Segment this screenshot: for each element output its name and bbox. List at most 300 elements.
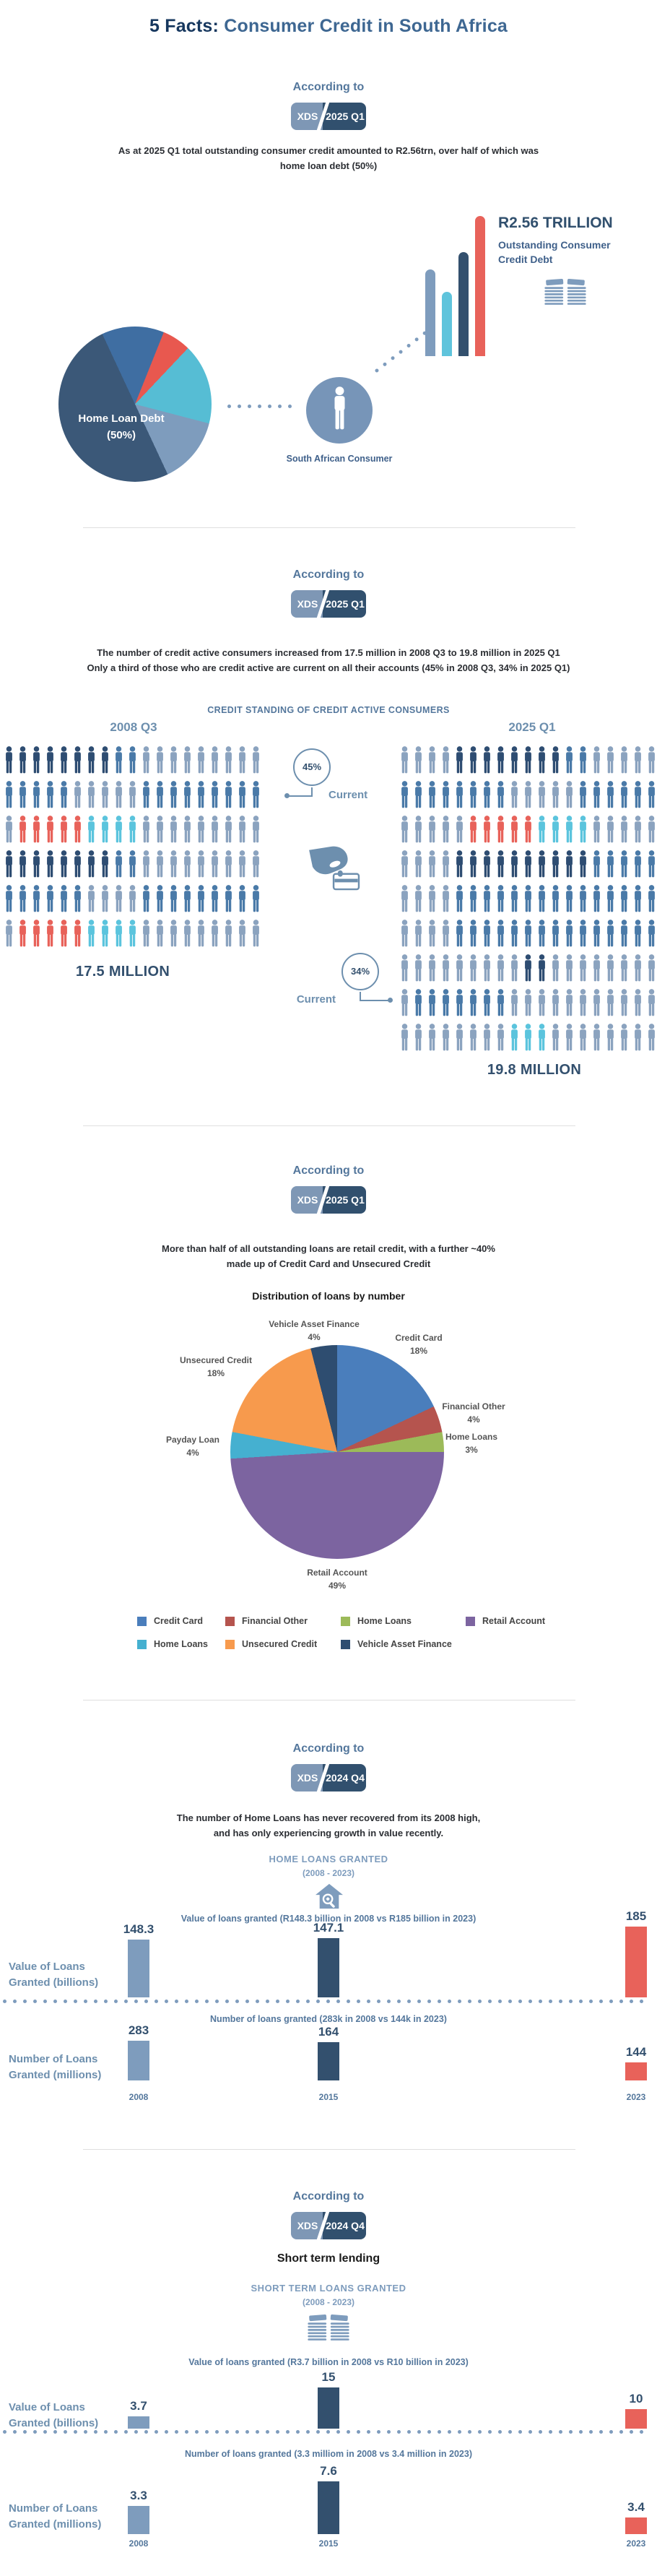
person-icon <box>71 779 84 811</box>
person-icon <box>426 917 438 950</box>
pie-slice-label <box>417 1430 526 1456</box>
banknotes-icon <box>543 276 588 310</box>
trillion-headline: R2.56 TRILLION <box>498 215 613 231</box>
dot <box>406 343 412 348</box>
person-icon <box>508 779 521 811</box>
person-icon <box>522 848 534 881</box>
according-to-label-2: According to <box>292 569 365 581</box>
dot <box>397 2430 401 2434</box>
pie-slice-label <box>419 1400 528 1426</box>
dot <box>134 2430 138 2434</box>
person-icon <box>481 952 493 985</box>
dot <box>549 2430 552 2434</box>
badge-xds-text: XDS <box>297 1194 318 1206</box>
badge-xds-text: XDS <box>297 2220 318 2231</box>
person-icon <box>99 779 111 811</box>
dot <box>448 2430 451 2434</box>
person-icon <box>426 848 438 881</box>
pie-slice-name: Home Loans <box>445 1432 497 1442</box>
dot <box>367 2430 370 2434</box>
stl-number-axis-line2: Granted (millions) <box>9 2517 102 2530</box>
pie-slice-name: Financial Other <box>442 1401 505 1412</box>
pie-slice-pct: 4% <box>308 1332 321 1342</box>
person-icon <box>495 987 507 1019</box>
person-icon <box>44 848 56 881</box>
person-icon <box>467 1021 479 1054</box>
source-badge-5 <box>0 2212 657 2243</box>
person-icon <box>195 744 207 777</box>
person-icon <box>549 987 562 1019</box>
person-icon <box>481 1021 493 1054</box>
person-icon <box>250 883 262 915</box>
dot <box>539 2430 542 2434</box>
dot <box>286 2430 290 2434</box>
xds-badge <box>291 2212 366 2239</box>
person-icon <box>195 779 207 811</box>
person-icon <box>426 883 438 915</box>
person-icon <box>536 917 548 950</box>
person-icon <box>167 848 180 881</box>
pictogram-row <box>399 917 657 950</box>
person-icon <box>577 779 589 811</box>
legend-swatch <box>225 1617 235 1626</box>
person-icon <box>99 848 111 881</box>
section-divider <box>83 2149 575 2150</box>
person-icon <box>495 1021 507 1054</box>
person-icon <box>250 779 262 811</box>
bar <box>625 2062 647 2080</box>
pictogram-row <box>399 987 657 1019</box>
total-2008: 17.5 MILLION <box>75 964 170 980</box>
total-2025: 19.8 MILLION <box>487 1062 582 1078</box>
legend-label: Home Loans <box>154 1639 209 1649</box>
consumer-label: South African Consumer <box>286 454 393 464</box>
person-icon <box>30 917 43 950</box>
current-label-2025: Current <box>296 993 336 1006</box>
pct-circle-45: 45% <box>293 748 331 786</box>
dot <box>227 405 231 408</box>
dot <box>23 2430 27 2434</box>
person-icon <box>44 813 56 846</box>
person-icon <box>440 813 452 846</box>
pct-circle-34: 34% <box>341 953 379 990</box>
person-icon <box>113 744 125 777</box>
dot <box>215 2430 219 2434</box>
person-icon <box>495 779 507 811</box>
legend-label: Credit Card <box>154 1616 204 1626</box>
dotted-separator <box>3 2430 643 2434</box>
section-divider <box>83 1125 575 1126</box>
person-icon <box>236 917 248 950</box>
dot <box>357 2430 360 2434</box>
dot <box>185 2430 188 2434</box>
pie-slice-pct: 49% <box>328 1581 347 1591</box>
person-icon <box>113 848 125 881</box>
person-icon <box>549 779 562 811</box>
bar-year-label: 2015 <box>318 2092 339 2102</box>
person-icon <box>645 1021 657 1054</box>
person-icon <box>113 917 125 950</box>
person-icon <box>3 744 15 777</box>
person-icon <box>58 883 70 915</box>
bar <box>458 252 469 356</box>
legend-swatch <box>341 1640 350 1649</box>
badge-xds-text: XDS <box>297 111 318 122</box>
dot <box>53 2430 57 2434</box>
person-icon <box>17 848 29 881</box>
dot <box>630 2430 633 2434</box>
xds-badge <box>291 1764 366 1791</box>
dot <box>155 2430 158 2434</box>
person-icon <box>44 883 56 915</box>
dot <box>387 2430 391 2434</box>
person-icon <box>412 883 425 915</box>
person-icon <box>17 744 29 777</box>
trillion-sub2: Credit Debt <box>498 254 553 265</box>
dot <box>64 2430 67 2434</box>
pictogram-row <box>3 883 262 915</box>
person-icon <box>467 848 479 881</box>
dot <box>266 2430 269 2434</box>
person-icon <box>591 917 603 950</box>
person-icon <box>195 917 207 950</box>
person-icon <box>645 883 657 915</box>
person-icon <box>140 813 152 846</box>
person-icon <box>632 883 644 915</box>
person-icon <box>58 744 70 777</box>
bar <box>318 2481 339 2534</box>
person-icon <box>154 917 166 950</box>
person-icon <box>99 813 111 846</box>
pie-slice-name: Payday Loan <box>165 1435 220 1445</box>
person-icon <box>577 813 589 846</box>
person-icon <box>426 779 438 811</box>
person-icon <box>17 883 29 915</box>
person-icon <box>645 779 657 811</box>
person-icon <box>30 813 43 846</box>
bar-value-label: 3.7 <box>130 2399 147 2413</box>
dotted-connector-horizontal <box>227 405 292 408</box>
source-badge-4 <box>0 1764 657 1795</box>
pie-slice-name: Retail Account <box>307 1568 367 1578</box>
person-icon <box>453 813 466 846</box>
person-icon <box>17 917 29 950</box>
person-icon <box>195 848 207 881</box>
person-icon <box>167 813 180 846</box>
person-icon <box>632 987 644 1019</box>
person-icon <box>412 952 425 985</box>
dot <box>640 2430 643 2434</box>
dot <box>94 2430 97 2434</box>
person-icon <box>113 813 125 846</box>
person-icon <box>250 848 262 881</box>
pie-slice-pct: 4% <box>186 1448 199 1458</box>
person-icon <box>522 744 534 777</box>
pie-slice-pct: 4% <box>467 1414 480 1425</box>
credit-growth-bar-chart <box>422 213 491 356</box>
legend-label: Vehicle Asset Finance <box>357 1639 452 1649</box>
fact3-line2: made up of Credit Card and Unsecured Credit <box>226 1258 431 1270</box>
person-icon <box>440 848 452 881</box>
bar-value-label: 15 <box>321 2370 336 2384</box>
short-term-heading: Short term lending <box>277 2252 380 2265</box>
person-icon <box>604 813 617 846</box>
stl-value-caption: Value of loans granted (R3.7 billion in 2008 vs R10 billion in 2023) <box>188 2357 469 2367</box>
pictogram-row <box>399 952 657 985</box>
person-icon <box>632 779 644 811</box>
person-icon <box>536 952 548 985</box>
person-icon <box>113 883 125 915</box>
dot <box>508 2430 512 2434</box>
person-icon <box>495 744 507 777</box>
dot <box>175 2430 178 2434</box>
person-icon <box>563 1021 575 1054</box>
dot <box>377 2430 380 2434</box>
dot <box>336 2430 340 2434</box>
person-icon <box>426 1021 438 1054</box>
hl-number-bar-chart <box>0 1994 657 2102</box>
person-icon <box>58 779 70 811</box>
person-icon <box>126 744 139 777</box>
person-icon <box>426 813 438 846</box>
person-icon <box>632 848 644 881</box>
person-icon <box>399 1021 411 1054</box>
person-icon <box>577 917 589 950</box>
pictogram-row <box>399 848 657 881</box>
person-icon <box>222 883 235 915</box>
stl-period: (2008 - 2023) <box>302 2297 355 2307</box>
bar-value-label: 10 <box>629 2392 643 2406</box>
person-icon <box>426 952 438 985</box>
legend-item <box>341 1616 412 1626</box>
person-icon <box>412 744 425 777</box>
pictogram-row <box>3 744 262 777</box>
bar-value-label: 148.3 <box>123 1922 155 1936</box>
person-icon <box>85 744 97 777</box>
person-icon <box>58 848 70 881</box>
person-icon <box>508 952 521 985</box>
person-icon <box>126 813 139 846</box>
person-icon <box>549 952 562 985</box>
person-icon <box>563 744 575 777</box>
person-icon <box>154 883 166 915</box>
person-icon <box>508 1021 521 1054</box>
dot <box>144 2430 148 2434</box>
bar <box>318 1938 339 1997</box>
person-icon <box>563 848 575 881</box>
person-icon <box>618 952 630 985</box>
dot <box>417 2430 421 2434</box>
bar <box>442 292 452 356</box>
person-icon <box>167 883 180 915</box>
legend-label: Unsecured Credit <box>242 1639 318 1649</box>
person-icon <box>453 779 466 811</box>
fact2-line1: The number of credit active consumers increased from 17.5 million in 2008 Q3 to 19.8 million in 2025 Q1 <box>97 647 560 658</box>
bar-year-label: 2015 <box>318 2538 339 2549</box>
person-icon <box>222 779 235 811</box>
credit-composition-pie-chart <box>58 327 212 482</box>
person-icon <box>140 917 152 950</box>
pie1-slice-label <box>64 410 179 444</box>
person-icon <box>591 883 603 915</box>
legend-item <box>225 1639 317 1649</box>
person-icon <box>181 883 193 915</box>
page-title-rest: Consumer Credit in South Africa <box>224 16 508 36</box>
person-icon <box>222 917 235 950</box>
dot <box>3 2430 6 2434</box>
person-icon <box>99 917 111 950</box>
person-icon <box>508 883 521 915</box>
person-icon <box>563 987 575 1019</box>
legend-swatch <box>137 1640 147 1649</box>
person-icon <box>645 987 657 1019</box>
pie-slice-label <box>260 1318 368 1344</box>
source-badge-2 <box>0 590 657 621</box>
dot <box>619 2430 623 2434</box>
person-icon <box>58 813 70 846</box>
pictogram-row <box>3 848 262 881</box>
badge-xds-text: XDS <box>297 598 318 610</box>
person-icon <box>30 779 43 811</box>
person-icon <box>412 779 425 811</box>
fact1-text <box>0 143 657 174</box>
person-icon <box>577 952 589 985</box>
dot <box>235 2430 239 2434</box>
person-icon <box>645 848 657 881</box>
person-icon <box>399 883 411 915</box>
person-icon <box>522 883 534 915</box>
person-icon <box>645 952 657 985</box>
stl-number-axis-line1: Number of Loans <box>9 2502 98 2515</box>
person-icon <box>167 779 180 811</box>
badge-period-text: 2024 Q4 <box>326 2220 365 2231</box>
person-icon <box>453 1021 466 1054</box>
person-icon <box>140 744 152 777</box>
pictogram-row <box>3 917 262 950</box>
bar-value-label: 3.3 <box>130 2489 147 2502</box>
person-icon <box>591 1021 603 1054</box>
badge-xds-text: XDS <box>297 1772 318 1784</box>
dot <box>288 405 292 408</box>
person-icon <box>330 385 349 436</box>
xds-badge <box>291 103 366 130</box>
person-icon <box>577 744 589 777</box>
person-icon <box>440 952 452 985</box>
fact3-line1: More than half of all outstanding loans are retail credit, with a further ~40% <box>162 1243 495 1254</box>
badge-period-text: 2025 Q1 <box>326 111 365 122</box>
person-icon <box>85 848 97 881</box>
legend-item <box>466 1616 545 1626</box>
bar-value-label: 185 <box>625 1909 647 1923</box>
person-icon <box>236 883 248 915</box>
fact3-text <box>0 1241 657 1272</box>
legend-item <box>137 1639 208 1649</box>
person-icon <box>85 779 97 811</box>
pie1-slice-label-line1: Home Loan Debt <box>78 412 165 425</box>
person-icon <box>126 883 139 915</box>
connector-line <box>289 795 313 797</box>
person-icon <box>549 848 562 881</box>
person-icon <box>522 917 534 950</box>
person-icon <box>508 917 521 950</box>
dot <box>518 2430 522 2434</box>
person-icon <box>399 987 411 1019</box>
person-icon <box>618 848 630 881</box>
person-icon <box>467 987 479 1019</box>
source-badge-3 <box>0 1186 657 1217</box>
dot <box>374 368 379 373</box>
person-icon <box>71 917 84 950</box>
dot <box>296 2430 300 2434</box>
bar-year-label: 2008 <box>129 2538 149 2549</box>
trillion-sub1: Outstanding Consumer <box>498 239 611 251</box>
pictogram-grid-2008 <box>3 744 262 952</box>
dot <box>258 405 261 408</box>
pie-slice-pct: 18% <box>206 1368 225 1378</box>
person-icon <box>3 813 15 846</box>
person-icon <box>99 744 111 777</box>
person-icon <box>604 917 617 950</box>
person-icon <box>522 1021 534 1054</box>
bar-value-label: 283 <box>128 2023 149 2037</box>
person-icon <box>604 1021 617 1054</box>
person-icon <box>30 744 43 777</box>
person-icon <box>426 987 438 1019</box>
person-icon <box>209 917 221 950</box>
person-icon <box>71 883 84 915</box>
fact4-line1: The number of Home Loans has never recovered from its 2008 high, <box>176 1812 481 1823</box>
dot <box>427 2430 431 2434</box>
pie-slice-label <box>162 1354 270 1380</box>
dot <box>43 2430 47 2434</box>
hl-number-axis-line1: Number of Loans <box>9 2053 98 2065</box>
person-icon <box>440 1021 452 1054</box>
person-icon <box>495 883 507 915</box>
person-icon <box>467 813 479 846</box>
dot <box>238 405 241 408</box>
person-icon <box>632 744 644 777</box>
person-icon <box>467 779 479 811</box>
person-icon <box>563 952 575 985</box>
dot <box>124 2430 128 2434</box>
person-icon <box>140 779 152 811</box>
xds-badge <box>291 1186 366 1214</box>
person-icon <box>495 848 507 881</box>
dot <box>579 2430 583 2434</box>
person-icon <box>30 848 43 881</box>
person-icon <box>399 952 411 985</box>
pictogram-row <box>399 744 657 777</box>
person-icon <box>522 813 534 846</box>
fact1-line2: home loan debt (50%) <box>279 160 378 172</box>
according-to-label-4: According to <box>292 1742 365 1755</box>
bar <box>128 2041 149 2080</box>
bar-value-label: 7.6 <box>320 2464 337 2478</box>
person-icon <box>536 987 548 1019</box>
bar <box>475 216 485 356</box>
pie-slice-label <box>365 1331 473 1357</box>
pie-slice-name: Credit Card <box>395 1333 443 1343</box>
person-icon <box>618 813 630 846</box>
person-icon <box>195 813 207 846</box>
person-icon <box>30 883 43 915</box>
person-icon <box>236 848 248 881</box>
person-icon <box>645 813 657 846</box>
person-icon <box>209 744 221 777</box>
pictogram-title: CREDIT STANDING OF CREDIT ACTIVE CONSUMERS <box>207 705 450 715</box>
person-icon <box>467 917 479 950</box>
person-icon <box>140 883 152 915</box>
